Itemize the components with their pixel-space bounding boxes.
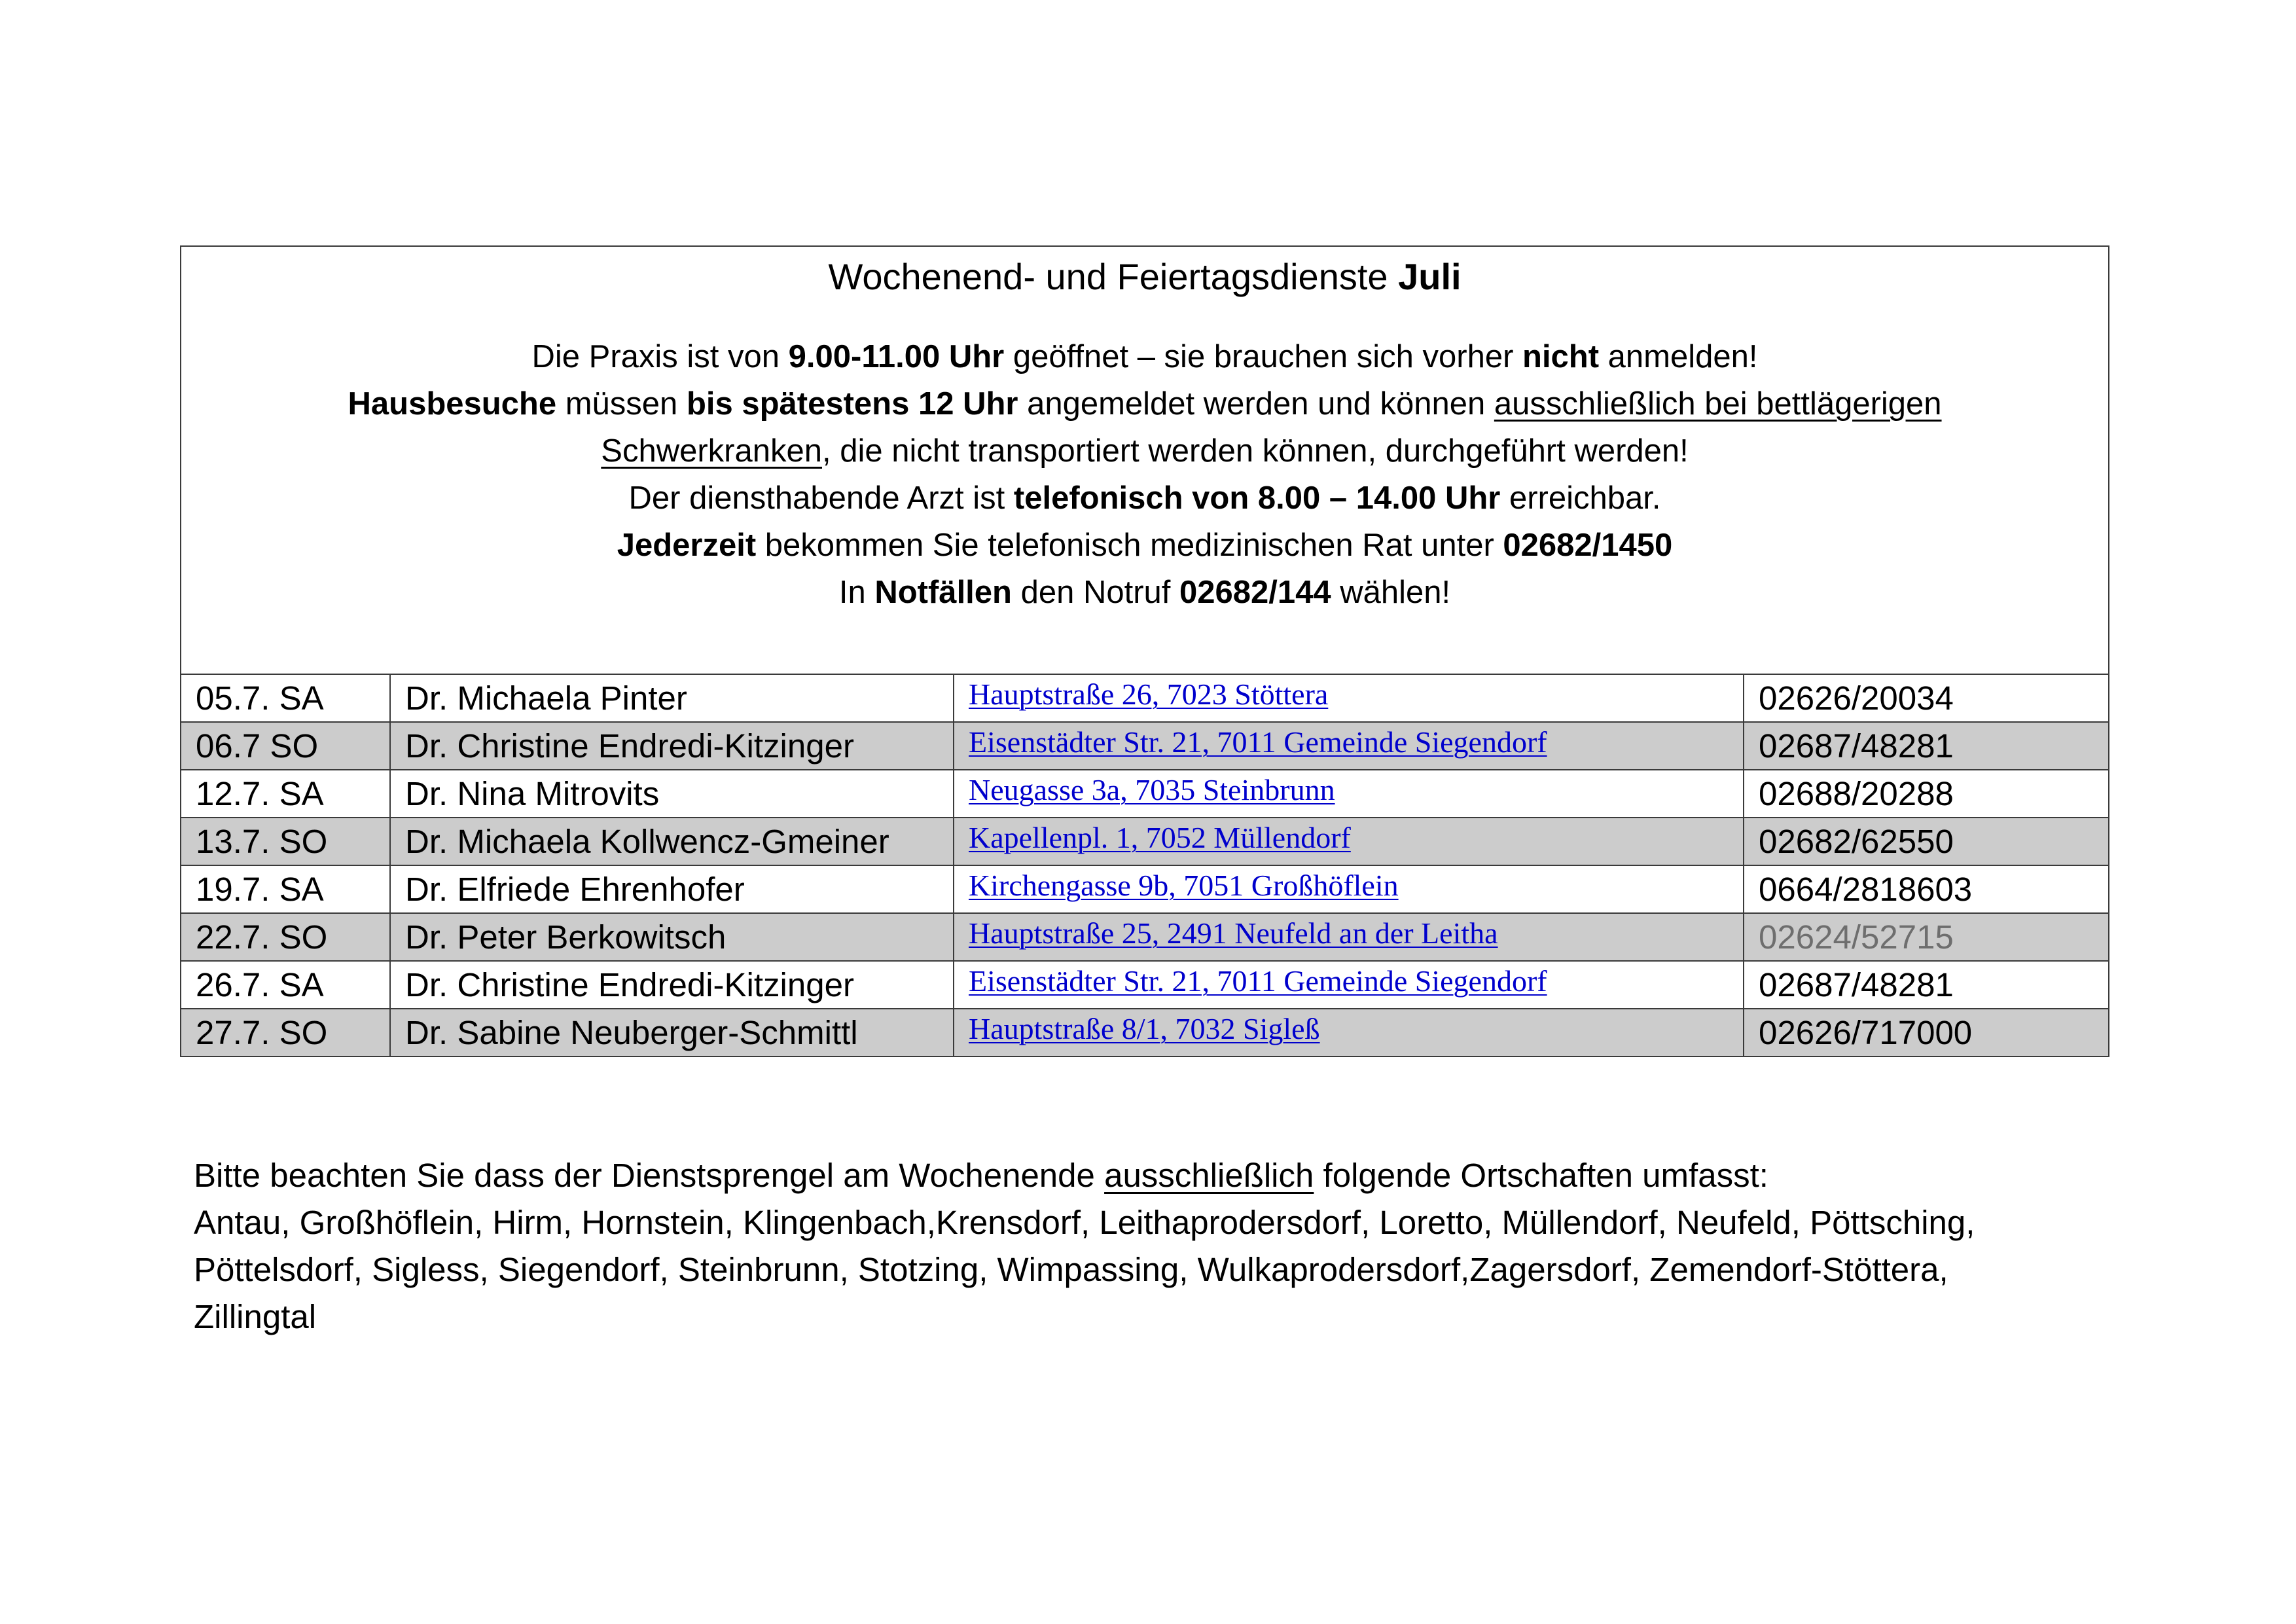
service-area-towns-line: Zillingtal xyxy=(194,1298,317,1335)
info-bold: bis spätestens 12 Uhr xyxy=(686,386,1018,422)
info-bold: Notfällen xyxy=(874,575,1012,610)
phone-cell: 02626/717000 xyxy=(1744,1009,2109,1056)
info-underlined: Schwerkranken xyxy=(601,433,822,469)
phone-cell: 02624/52715 xyxy=(1744,913,2109,961)
title-month: Juli xyxy=(1398,256,1462,297)
date-cell: 06.7 SO xyxy=(181,722,390,770)
info-line-house-calls-cont xyxy=(181,427,2108,475)
phone-cell: 02626/20034 xyxy=(1744,674,2109,722)
doctor-cell: Dr. Christine Endredi-Kitzinger xyxy=(390,722,954,770)
date-cell: 22.7. SO xyxy=(181,913,390,961)
address-cell xyxy=(954,1009,1744,1056)
phone-cell: 02687/48281 xyxy=(1744,722,2109,770)
address-cell xyxy=(954,961,1744,1009)
table-row xyxy=(181,722,2109,770)
table-row xyxy=(181,961,2109,1009)
info-line-house-calls xyxy=(181,380,2108,427)
date-cell: 05.7. SA xyxy=(181,674,390,722)
address-link[interactable]: Neugasse 3a, 7035 Steinbrunn xyxy=(969,773,1335,806)
date-cell: 19.7. SA xyxy=(181,865,390,913)
address-cell xyxy=(954,770,1744,818)
service-area-note xyxy=(194,1152,2131,1341)
phone-cell: 02688/20288 xyxy=(1744,770,2109,818)
info-line-opening-hours xyxy=(181,333,2108,380)
document-title xyxy=(181,253,2108,300)
info-bold: nicht xyxy=(1522,339,1600,374)
info-line-emergency xyxy=(181,569,2108,616)
doctor-cell: Dr. Michaela Kollwencz-Gmeiner xyxy=(390,818,954,865)
info-text: In xyxy=(838,575,875,610)
info-text: anmelden! xyxy=(1599,339,1758,374)
table-row xyxy=(181,913,2109,961)
schedule-header-cell xyxy=(181,246,2109,674)
info-bold: 02682/1450 xyxy=(1503,528,1673,563)
address-cell xyxy=(954,913,1744,961)
service-area-intro xyxy=(194,1152,2131,1199)
info-text: erreichbar. xyxy=(1500,480,1661,516)
table-row xyxy=(181,1009,2109,1056)
info-bold: 9.00-11.00 Uhr xyxy=(788,339,1005,374)
date-cell: 26.7. SA xyxy=(181,961,390,1009)
info-text: , die nicht transportiert werden können, durchgeführt werden! xyxy=(822,433,1689,469)
address-cell xyxy=(954,818,1744,865)
info-line-phone-hours xyxy=(181,475,2108,522)
address-cell xyxy=(954,674,1744,722)
info-bold: telefonisch von 8.00 – 14.00 Uhr xyxy=(1013,480,1501,516)
address-cell xyxy=(954,865,1744,913)
title-text: Wochenend- und Feiertagsdienste xyxy=(828,256,1399,297)
date-cell: 12.7. SA xyxy=(181,770,390,818)
info-bold: Jederzeit xyxy=(617,528,757,563)
info-text: den Notruf xyxy=(1011,575,1180,610)
info-underlined: ausschließlich bei bettlägerigen xyxy=(1494,386,1942,422)
doctor-cell: Dr. Christine Endredi-Kitzinger xyxy=(390,961,954,1009)
table-row xyxy=(181,674,2109,722)
duty-schedule-table xyxy=(180,245,2109,1057)
info-text: Die Praxis ist von xyxy=(531,339,789,374)
phone-cell: 0664/2818603 xyxy=(1744,865,2109,913)
service-area-towns-line: Antau, Großhöflein, Hirm, Hornstein, Klingenbach,Krensdorf, Leithaprodersdorf, Loretto, Müllendorf, Neufeld, Pöttsching, xyxy=(194,1204,1975,1241)
info-text: geöffnet – sie brauchen sich vorher xyxy=(1004,339,1523,374)
info-text: müssen xyxy=(556,386,687,422)
doctor-cell: Dr. Michaela Pinter xyxy=(390,674,954,722)
address-link[interactable]: Hauptstraße 8/1, 7032 Sigleß xyxy=(969,1012,1320,1045)
info-text: Der diensthabende Arzt ist xyxy=(628,480,1014,516)
address-link[interactable]: Hauptstraße 25, 2491 Neufeld an der Leitha xyxy=(969,916,1498,950)
service-area-towns-line: Pöttelsdorf, Sigless, Siegendorf, Steinbrunn, Stotzing, Wimpassing, Wulkaprodersdorf,Zagersdorf, Zemendorf-Stöttera, xyxy=(194,1251,1948,1288)
doctor-cell: Dr. Sabine Neuberger-Schmittl xyxy=(390,1009,954,1056)
info-text: bekommen Sie telefonisch medizinischen Rat unter xyxy=(756,528,1503,563)
address-link[interactable]: Eisenstädter Str. 21, 7011 Gemeinde Siegendorf xyxy=(969,725,1547,759)
info-text: angemeldet werden und können xyxy=(1018,386,1494,422)
info-line-medical-advice xyxy=(181,522,2108,569)
address-cell xyxy=(954,722,1744,770)
doctor-cell: Dr. Peter Berkowitsch xyxy=(390,913,954,961)
phone-cell: 02682/62550 xyxy=(1744,818,2109,865)
address-link[interactable]: Kapellenpl. 1, 7052 Müllendorf xyxy=(969,821,1351,854)
doctor-cell: Dr. Elfriede Ehrenhofer xyxy=(390,865,954,913)
info-bold: 02682/144 xyxy=(1179,575,1331,610)
address-link[interactable]: Eisenstädter Str. 21, 7011 Gemeinde Siegendorf xyxy=(969,964,1547,998)
note-text: Bitte beachten Sie dass der Dienstsprengel am Wochenende xyxy=(194,1157,1105,1194)
note-underlined: ausschließlich xyxy=(1104,1157,1314,1194)
info-text: wählen! xyxy=(1331,575,1451,610)
phone-cell: 02687/48281 xyxy=(1744,961,2109,1009)
address-link[interactable]: Kirchengasse 9b, 7051 Großhöflein xyxy=(969,869,1399,902)
info-bold: Hausbesuche xyxy=(348,386,557,422)
date-cell: 13.7. SO xyxy=(181,818,390,865)
address-link[interactable]: Hauptstraße 26, 7023 Stöttera xyxy=(969,677,1329,711)
table-row xyxy=(181,770,2109,818)
date-cell: 27.7. SO xyxy=(181,1009,390,1056)
table-row xyxy=(181,818,2109,865)
doctor-cell: Dr. Nina Mitrovits xyxy=(390,770,954,818)
table-row xyxy=(181,865,2109,913)
note-text: folgende Ortschaften umfasst: xyxy=(1314,1157,1768,1194)
